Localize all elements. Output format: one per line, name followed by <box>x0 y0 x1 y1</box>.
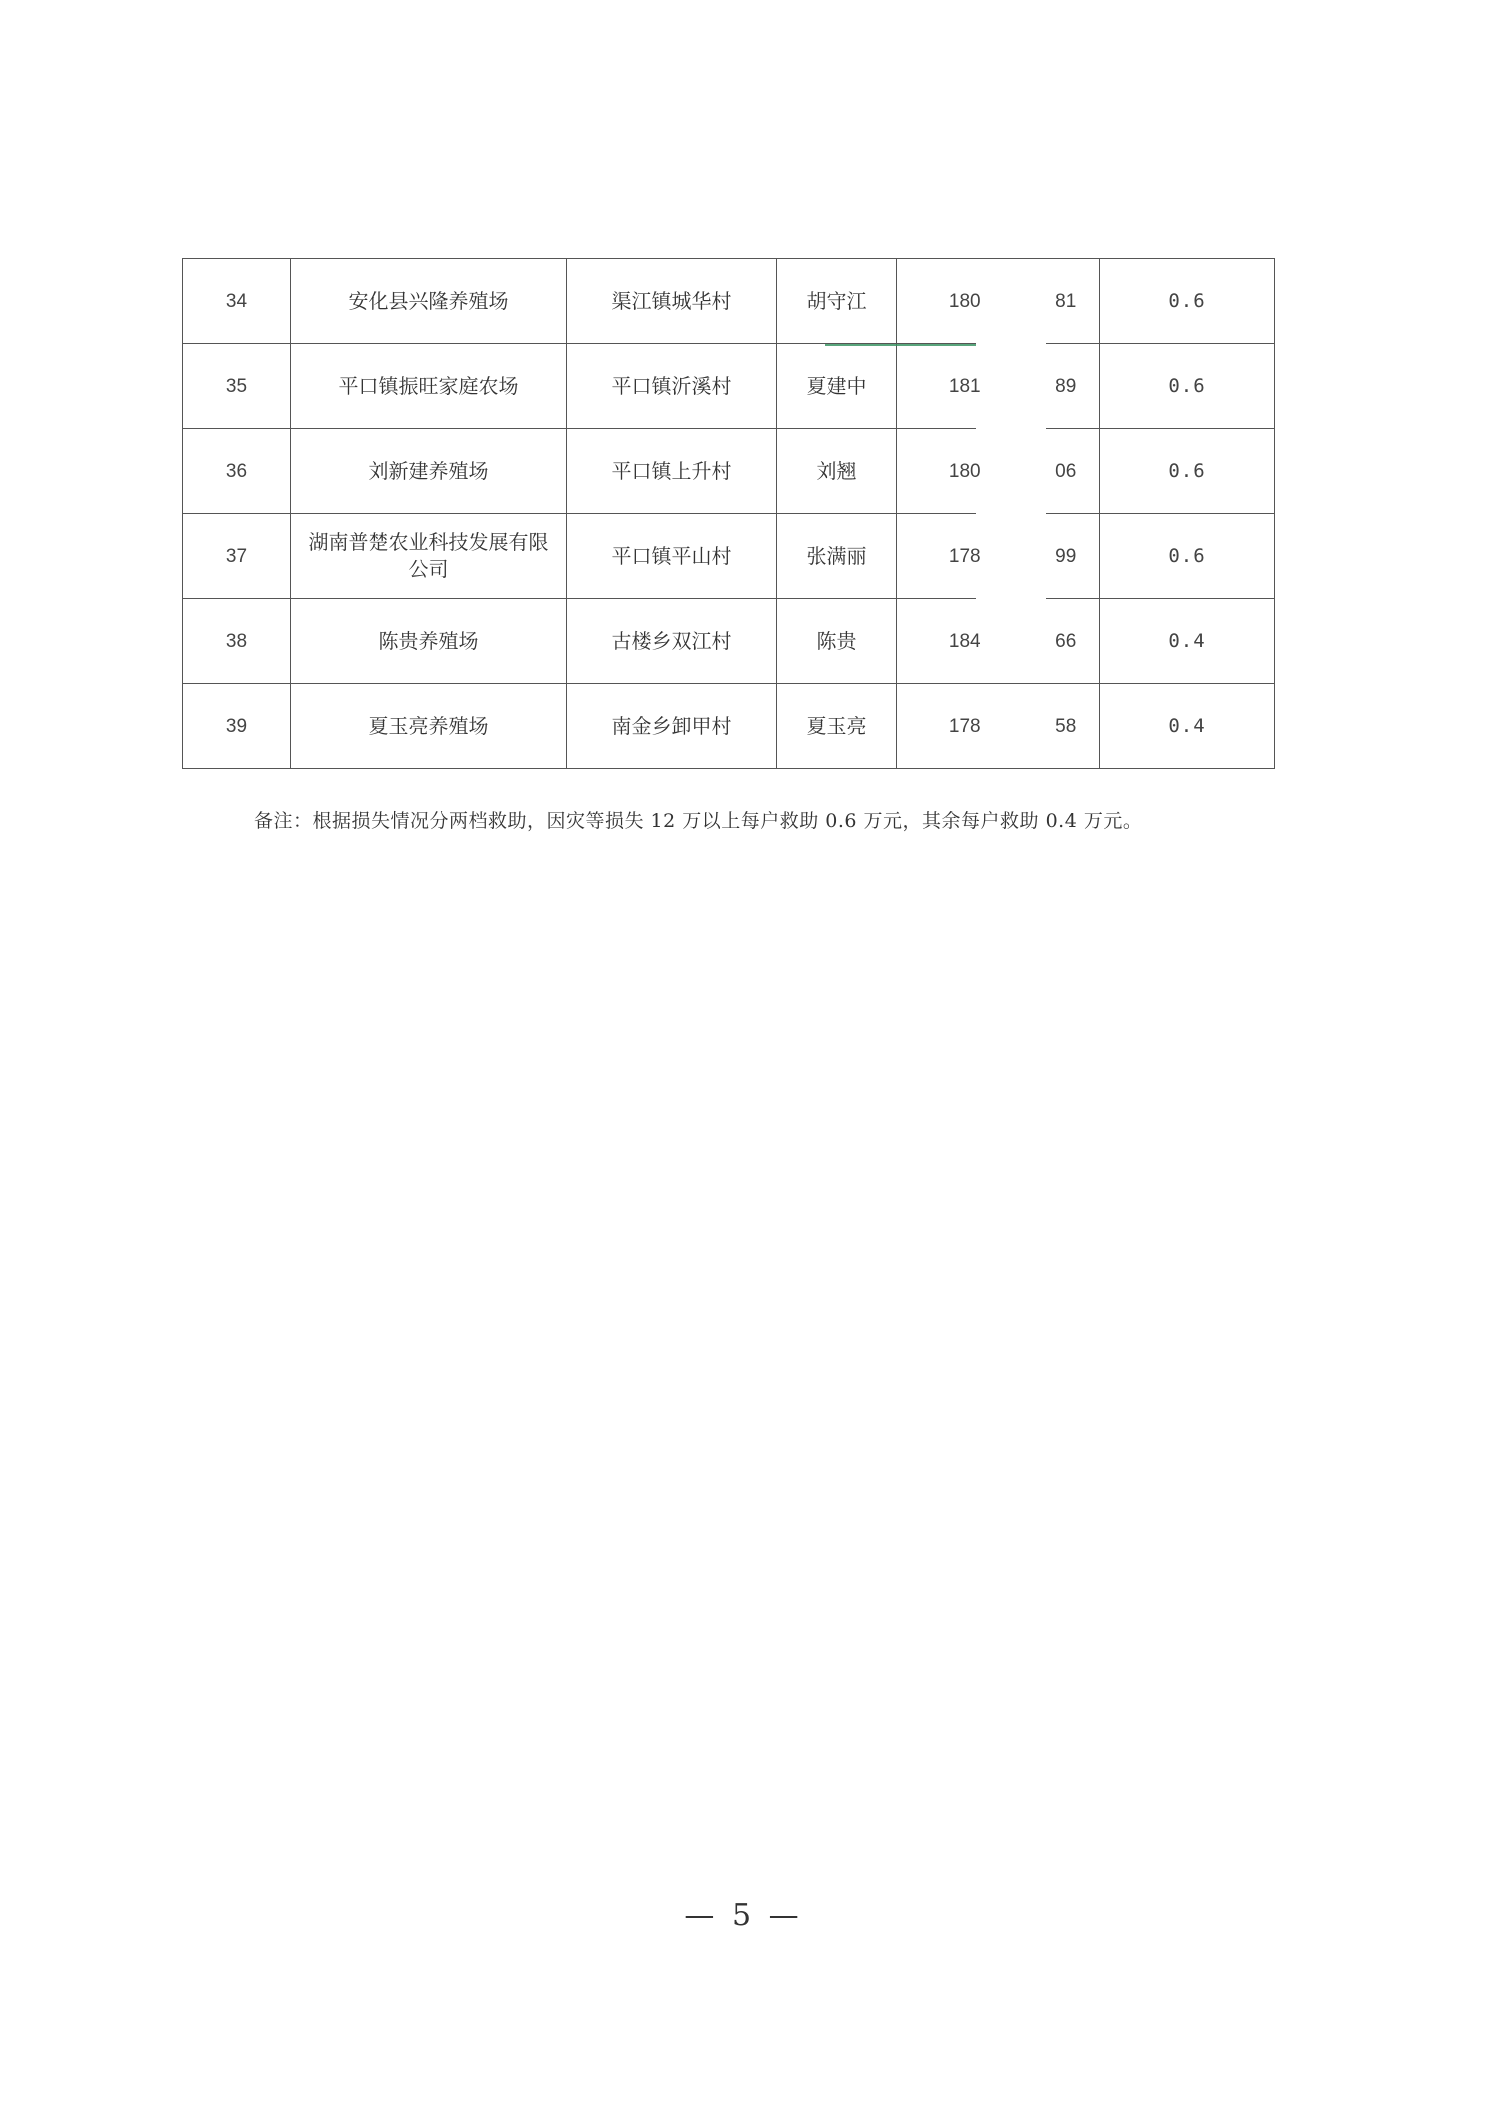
farm-name: 湖南普楚农业科技发展有限公司 <box>291 514 567 599</box>
id-number-suffix: 89 <box>1033 344 1100 429</box>
table-row <box>183 344 1275 429</box>
farm-location: 古楼乡双江村 <box>567 599 777 684</box>
contact-name: 夏玉亮 <box>777 684 897 769</box>
id-number-prefix: 180 <box>897 259 1033 344</box>
id-number-suffix: 06 <box>1033 429 1100 514</box>
footnote: 备注：根据损失情况分两档救助，因灾等损失 12 万以上每户救助 0.6 万元，其余每户救助 0.4 万元。 <box>254 810 1143 832</box>
farm-location: 平口镇平山村 <box>567 514 777 599</box>
id-number-suffix: 81 <box>1033 259 1100 344</box>
table-row <box>183 599 1275 684</box>
farm-name: 夏玉亮养殖场 <box>291 684 567 769</box>
aid-amount: 0.6 <box>1100 429 1275 514</box>
farm-name: 平口镇振旺家庭农场 <box>291 344 567 429</box>
row-number: 38 <box>183 599 291 684</box>
row-number: 37 <box>183 514 291 599</box>
table-row <box>183 259 1275 344</box>
farm-location: 平口镇沂溪村 <box>567 344 777 429</box>
aid-amount: 0.6 <box>1100 514 1275 599</box>
farm-location: 南金乡卸甲村 <box>567 684 777 769</box>
table-row <box>183 514 1275 599</box>
id-number-prefix: 178 <box>897 684 1033 769</box>
contact-name: 刘翘 <box>777 429 897 514</box>
farm-location: 平口镇上升村 <box>567 429 777 514</box>
aid-amount: 0.6 <box>1100 259 1275 344</box>
row-number: 35 <box>183 344 291 429</box>
redaction-gap <box>976 511 1046 521</box>
aid-amount: 0.4 <box>1100 684 1275 769</box>
farm-name: 陈贵养殖场 <box>291 599 567 684</box>
contact-name: 夏建中 <box>777 344 897 429</box>
id-number-suffix: 99 <box>1033 514 1100 599</box>
aid-amount: 0.4 <box>1100 599 1275 684</box>
farm-name: 安化县兴隆养殖场 <box>291 259 567 344</box>
table-row <box>183 429 1275 514</box>
assistance-table <box>182 258 1275 769</box>
row-number: 36 <box>183 429 291 514</box>
id-number-prefix: 181 <box>897 344 1033 429</box>
contact-name: 张满丽 <box>777 514 897 599</box>
id-number-suffix: 58 <box>1033 684 1100 769</box>
id-number-prefix: 178 <box>897 514 1033 599</box>
scan-mark-line <box>825 344 981 346</box>
id-number-prefix: 180 <box>897 429 1033 514</box>
page-number: — 5 — <box>684 1898 803 1933</box>
redaction-gap <box>976 684 1046 694</box>
id-number-suffix: 66 <box>1033 599 1100 684</box>
farm-location: 渠江镇城华村 <box>567 259 777 344</box>
row-number: 39 <box>183 684 291 769</box>
table-row <box>183 684 1275 769</box>
aid-amount: 0.6 <box>1100 344 1275 429</box>
redaction-gap <box>976 425 1046 435</box>
contact-name: 陈贵 <box>777 599 897 684</box>
row-number: 34 <box>183 259 291 344</box>
id-number-prefix: 184 <box>897 599 1033 684</box>
contact-name: 胡守江 <box>777 259 897 344</box>
redaction-gap <box>976 597 1046 607</box>
farm-name: 刘新建养殖场 <box>291 429 567 514</box>
redaction-gap <box>976 340 1046 350</box>
